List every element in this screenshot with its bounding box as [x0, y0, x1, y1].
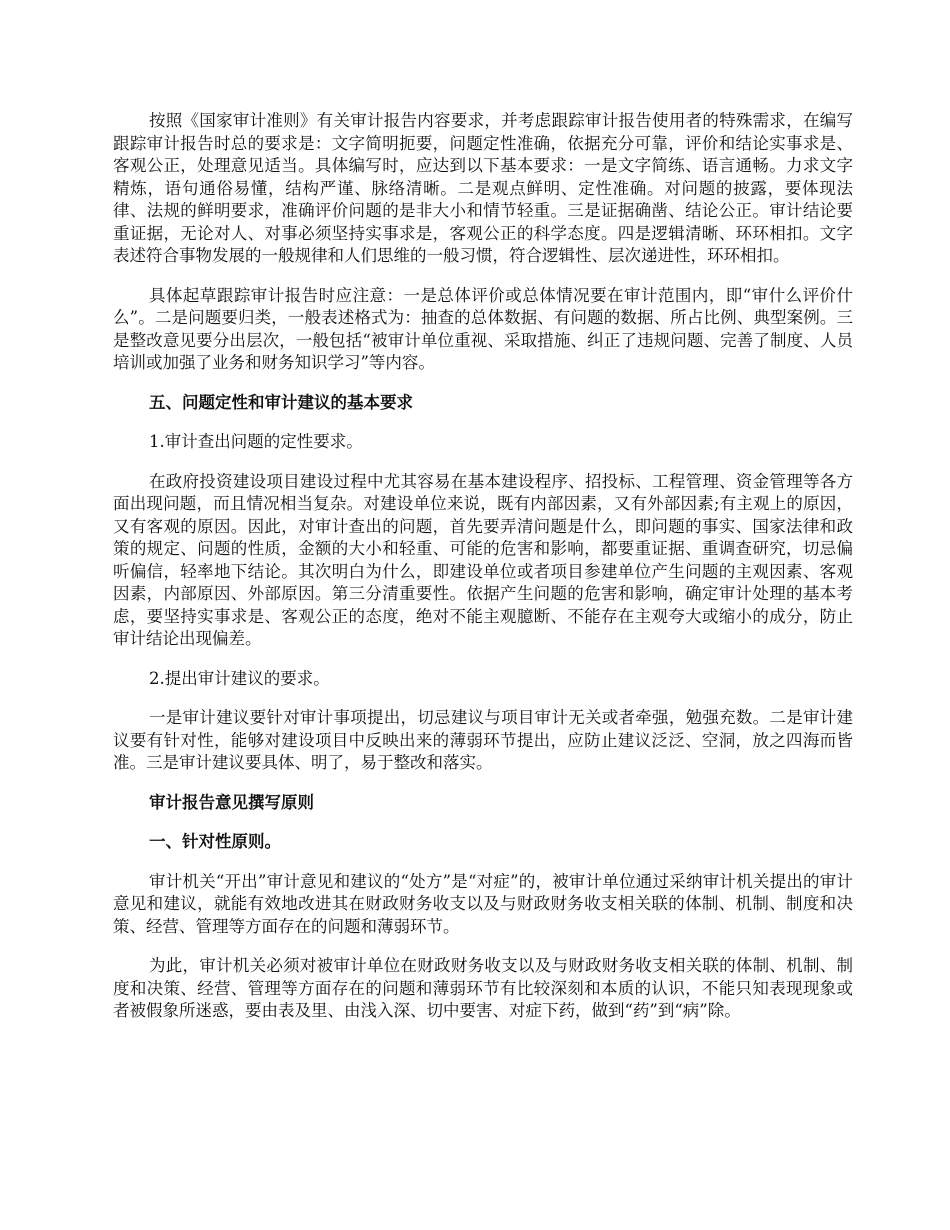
paragraph-drafting-notes: 具体起草跟踪审计报告时应注意：一是总体评价或总体情况要在审计范围内，即“审什么评价什么”。二是问题要归类，一般表述格式为：抽查的总体数据、有问题的数据、所占比例、典型案例。三是整改意见要分出层次，一般包括“被审计单位重视、采取措施、纠正了违规问题、完善了制度、人员培训或加强了业务和财务知识学习”等内容。 — [113, 285, 853, 372]
document-body — [113, 110, 853, 1040]
subheading-audit-suggestions: 2.提出审计建议的要求。 — [149, 668, 330, 688]
section-heading-targeting-principle: 一、针对性原则。 — [149, 832, 281, 851]
paragraph-deep-understanding: 为此，审计机关必须对被审计单位在财政财务收支以及与财政财务收支相关联的体制、机制、制度和决策、经营、管理等方面存在的问题和薄弱环节有比较深刻和本质的认识，不能只知表现现象或者被假象所迷惑，要由表及里、由浅入深、切中要害、对症下药，做到“药”到“病”除。 — [113, 956, 853, 1020]
paragraph-issue-characterization: 在政府投资建设项目建设过程中尤其容易在基本建设程序、招投标、工程管理、资金管理等各方面出现问题，而且情况相当复杂。对建设单位来说，既有内部因素，又有外部因素;有主观上的原因，又有客观的原因。因此，对审计查出的问题，首先要弄清问题是什么，即问题的事实、国家法律和政策的规定、问题的性质，金额的大小和轻重、可能的危害和影响，都要重证据、重调查研究，切忌偏听偏信，轻率地下结论。其次明白为什么，即建设单位或者项目参建单位产生问题的主观因素、客观因素，内部原因、外部原因。第三分清重要性。依据产生问题的危害和影响，确定审计处理的基本考虑，要坚持实事求是、客观公正的态度，绝对不能主观臆断、不能存在主观夸大或缩小的成分，防止审计结论出现偏差。 — [113, 471, 853, 648]
paragraph-audit-suggestions: 一是审计建议要针对审计事项提出，切忌建议与项目审计无关或者牵强，勉强充数。二是审计建议要有针对性，能够对建设项目中反映出来的薄弱环节提出，应防止建议泛泛、空洞，放之四海而皆准。三是审计建议要具体、明了，易于整改和落实。 — [113, 708, 853, 772]
section-heading-five: 五、问题定性和审计建议的基本要求 — [149, 392, 413, 412]
section-heading-principles: 审计报告意见撰写原则 — [149, 792, 314, 812]
paragraph-report-requirements: 按照《国家审计准则》有关审计报告内容要求，并考虑跟踪审计报告使用者的特殊需求，在编写跟踪审计报告时总的要求是：文字简明扼要，问题定性准确，依据充分可靠，评价和结论实事求是、客观公正，处理意见适当。具体编写时，应达到以下基本要求：一是文字简练、语言通畅。力求文字精炼，语句通俗易懂，结构严谨、脉络清晰。二是观点鲜明、定性准确。对问题的披露，要体现法律、法规的鲜明要求，准确评价问题的是非大小和情节轻重。三是证据确凿、结论公正。审计结论要重证据，无论对人、对事必须坚持实事求是，客观公正的科学态度。四是逻辑清晰、环环相扣。文字表述符合事物发展的一般规律和人们思维的一般习惯，符合逻辑性、层次递进性，环环相扣。 — [113, 111, 853, 265]
paragraph-prescription: 审计机关“开出”审计意见和建议的“处方”是“对症”的，被审计单位通过采纳审计机关提出的审计意见和建议，就能有效地改进其在财政财务收支以及与财政财务收支相关联的体制、机制、制度和决策、经营、管理等方面存在的问题和薄弱环节。 — [113, 871, 853, 936]
subheading-issue-characterization: 1.审计查出问题的定性要求。 — [149, 432, 363, 451]
